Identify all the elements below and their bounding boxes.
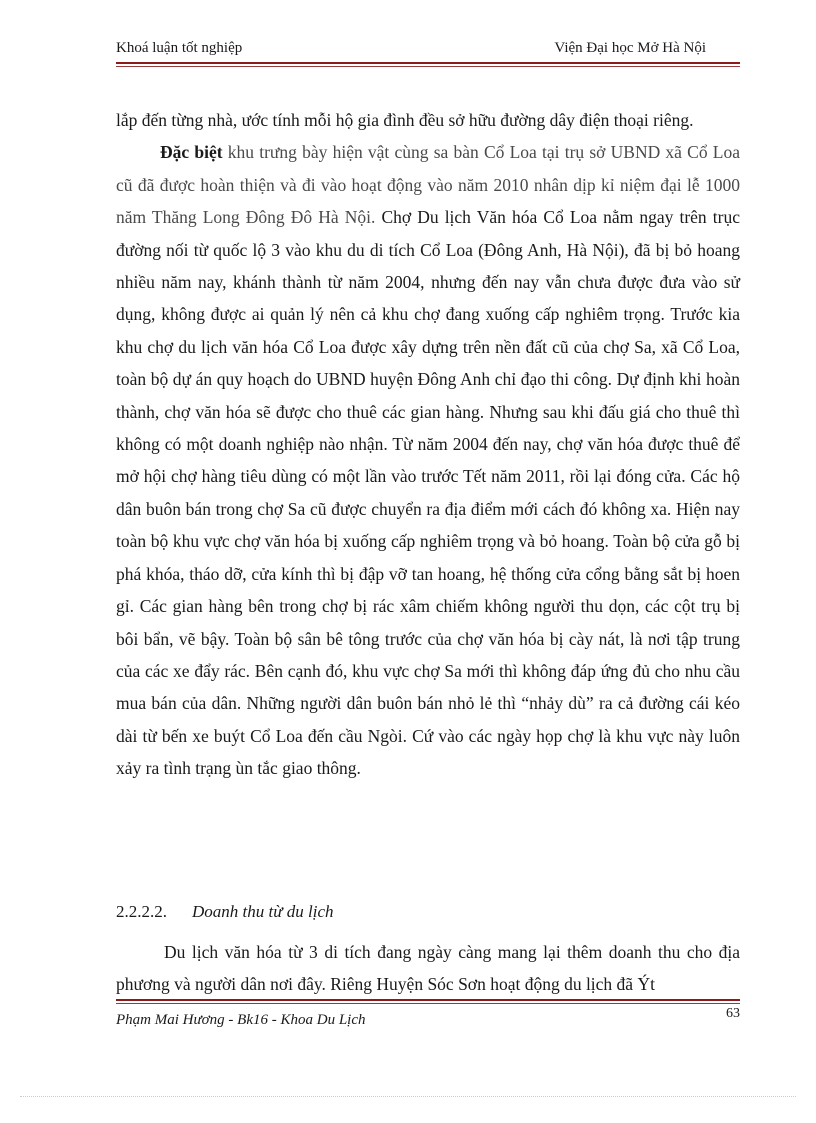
- muted-sentence: khu trưng bày hiện vật cùng sa bàn Cổ Loa tại trụ sở UBND xã Cổ Loa cũ đã được hoàn thiện và đi vào hoạt động vào năm 2010 nhân dịp kỉ niệm đại lễ 1000 năm Thăng Long Đông Đô Hà Nội.: [116, 142, 740, 228]
- paragraph-3: Du lịch văn hóa từ 3 di tích đang ngày càng mang lại thêm doanh thu cho địa phương và người dân nơi đây. Riêng Huyện Sóc Sơn hoạt động du lịch đã Ýt: [116, 942, 740, 995]
- body-text: [116, 104, 740, 785]
- emphasis-dac-biet: Đặc biệt: [160, 142, 223, 163]
- section-number: 2.2.2.2.: [116, 902, 167, 921]
- paragraph-2: [116, 136, 740, 784]
- page-header-left: Khoá luận tốt nghiệp: [116, 40, 243, 56]
- paragraph-1: lắp đến từng nhà, ước tính mỗi hộ gia đình đều sở hữu đường dây điện thoại riêng.: [116, 110, 694, 130]
- footer-rule-thick: [116, 999, 740, 1001]
- footer-rule-thin: [116, 1003, 740, 1004]
- page-footer-left: Phạm Mai Hương - Bk16 - Khoa Du Lịch: [116, 1012, 366, 1028]
- paragraph-2-rest: Chợ Du lịch Văn hóa Cổ Loa nằm ngay trên trục đường nối từ quốc lộ 3 vào khu du di tích Cổ Loa (Đông Anh, Hà Nội), đã bị bỏ hoang nhiều năm nay, khánh thành từ năm 2004, nhưng đến nay vẫn chưa được đưa vào sử dụng, không được ai quản lý nên cả khu chợ đang xuống cấp nghiêm trọng. Trước kia khu chợ du lịch văn hóa Cổ Loa được xây dựng trên nền đất cũ của chợ Sa, xã Cổ Loa, toàn bộ dự án quy hoạch do UBND huyện Đông Anh chỉ đạo thi công. Dự định khi hoàn thành, chợ văn hóa sẽ được cho thuê các gian hàng. Nhưng sau khi đấu giá cho thuê thì không có một doanh nghiệp nào nhận. Từ năm 2004 đến nay, chợ văn hóa được thuê để mở hội chợ hàng tiêu dùng có một lần vào trước Tết năm 2011, rồi lại đóng cửa. Các hộ dân buôn bán trong chợ Sa cũ được chuyển ra địa điểm mới cách đó không xa. Hiện nay toàn bộ khu vực chợ văn hóa bị xuống cấp nghiêm trọng và bỏ hoang. Toàn bộ cửa gỗ bị phá khóa, tháo dỡ, cửa kính thì bị đập vỡ tan hoang, hệ thống cửa cổng bằng sắt bị hoen gỉ. Các gian hàng bên trong chợ bị rác xâm chiếm không người thu dọn, các cột trụ bị bôi bẩn, vẽ bậy. Toàn bộ sân bê tông trước của chợ văn hóa bị cày nát, là nơi tập trung của các xe đẩy rác. Bên cạnh đó, khu vực chợ Sa mới thì không đáp ứng đủ cho nhu cầu mua bán của dân. Những người dân buôn bán nhỏ lẻ thì “nhảy dù” ra cả đường cái kéo dài từ bến xe buýt Cổ Loa đến cầu Ngòi. Cứ vào các ngày họp chợ là khu vực này luôn xảy ra tình trạng ùn tắc giao thông.: [116, 207, 740, 779]
- page-header-right: Viện Đại học Mở Hà Nội: [554, 40, 706, 56]
- header-rule-thick: [116, 62, 740, 64]
- section-title: Doanh thu từ du lịch: [192, 902, 334, 921]
- body-text-2: [116, 936, 740, 1001]
- page-number: 63: [726, 1006, 740, 1021]
- header-rule-thin: [116, 66, 740, 67]
- section-heading: [116, 902, 334, 922]
- page-bottom-dotted-line: [20, 1096, 796, 1097]
